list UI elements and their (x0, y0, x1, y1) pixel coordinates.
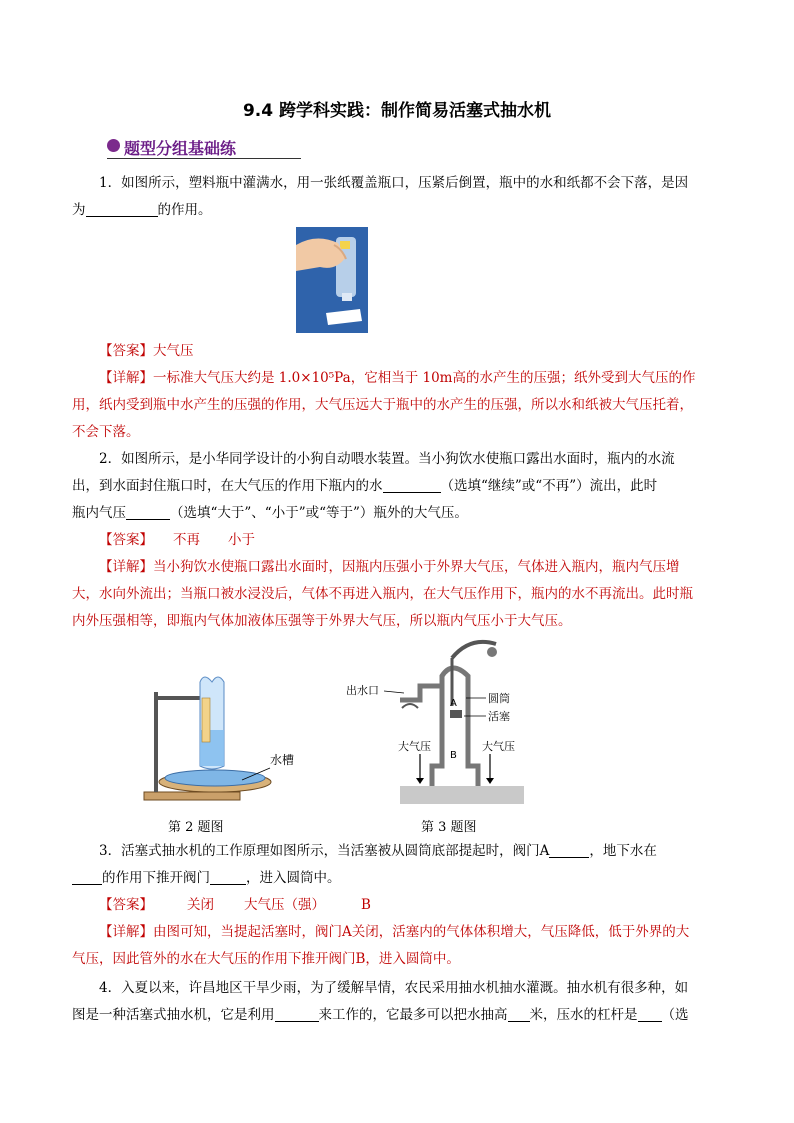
q1-line2: 为 的作用。 (72, 202, 212, 218)
question-3 (72, 838, 722, 973)
q2-detail-line1: 【详解】当小狗饮水使瓶口露出水面时，因瓶内压强小于外界大气压，气体进入瓶内，瓶内气压增 (99, 559, 680, 575)
q2-answer: 【答案】 不再 小于 (99, 532, 255, 548)
q2-line2: 出，到水面封住瓶口时，在大气压的作用下瓶内的水 （选填“继续”或“不再”）流出，此时 (72, 478, 658, 494)
figure-3 (340, 636, 540, 812)
q4-blank2[interactable] (508, 1006, 530, 1022)
q4-blank3[interactable] (638, 1006, 662, 1022)
question-2 (72, 446, 722, 635)
q1-answer-block (72, 338, 722, 446)
q3-blank3[interactable] (210, 869, 246, 885)
bullet-icon (107, 139, 120, 152)
q2-line1: 2．如图所示，是小华同学设计的小狗自动喂水装置。当小狗饮水使瓶口露出水面时，瓶内的水流 (99, 451, 675, 467)
figure-2 (140, 668, 320, 808)
fig3-atm-left: 大气压 (398, 740, 431, 753)
q2-detail-line2: 大，水向外流出；当瓶口被水浸没后，气体不再进入瓶内，在大气压作用下，瓶内的水不再流出。此时瓶 (72, 586, 693, 602)
q1-detail-line2: 用，纸内受到瓶中水产生的压强的作用，大气压远大于瓶中的水产生的压强，所以水和纸被大气压托着， (72, 397, 693, 413)
section-header (107, 136, 301, 159)
q2-blank2[interactable] (126, 504, 170, 520)
q1-detail-line3: 不会下落。 (72, 424, 140, 440)
section-label: 题型分组基础练 (124, 139, 237, 158)
fig3-valve-b: B (450, 750, 457, 761)
q3-blank2[interactable] (72, 869, 102, 885)
fig3-piston: 活塞 (488, 710, 510, 723)
q2-blank1[interactable] (383, 477, 441, 493)
q4-blank1[interactable] (275, 1006, 319, 1022)
question-1 (72, 170, 722, 224)
fig3-caption: 第 3 题图 (421, 820, 477, 835)
q1-answer: 【答案】大气压 (99, 343, 194, 359)
q2-detail-line3: 内外压强相等，即瓶内气体加液体压强等于外界大气压，所以瓶内气压小于大气压。 (72, 613, 572, 629)
q3-detail-line1: 【详解】由图可知，当提起活塞时，阀门A关闭，活塞内的气体体积增大，气压降低，低于外界的大 (99, 924, 690, 940)
q1-detail-line1: 【详解】一标准大气压大约是 1.0×10⁵Pa，它相当于 10m高的水产生的压强；纸外受到大气压的作 (99, 370, 696, 386)
fig3-valve-a: A (450, 698, 457, 709)
q3-line2: 的作用下推开阀门 ，进入圆筒中。 (72, 865, 722, 892)
fig3-atm-right: 大气压 (482, 740, 515, 753)
q4-line1: 4．入夏以来，许昌地区干旱少雨，为了缓解旱情，农民采用抽水机抽水灌溉。抽水机有很多种，如 (99, 980, 689, 996)
q3-detail-line2: 气压，因此管外的水在大气压的作用下推开阀门B，进入圆筒中。 (72, 951, 460, 967)
page-title: 9.4 跨学科实践：制作简易活塞式抽水机 (242, 101, 552, 121)
fig2-tank-label: 水槽 (270, 753, 295, 767)
q3-blank1[interactable] (549, 842, 589, 858)
q3-answer: 【答案】 关闭 大气压（强） B (99, 897, 371, 913)
q3-line1: 3．活塞式抽水机的工作原理如图所示，当活塞被从圆筒底部提起时，阀门A ，地下水在 (99, 843, 657, 859)
q2-line3: 瓶内气压 （选填“大于”、“小于”或“等于”）瓶外的大气压。 (72, 505, 468, 521)
question-4 (72, 975, 722, 1029)
q1-blank[interactable] (86, 201, 158, 217)
fig3-outlet: 出水口 (346, 684, 379, 697)
fig2-caption: 第 2 题图 (168, 820, 224, 835)
q1-line1: 1．如图所示，塑料瓶中灌满水，用一张纸覆盖瓶口，压紧后倒置，瓶中的水和纸都不会下落，是因 (99, 175, 689, 191)
fig3-cylinder: 圆筒 (488, 692, 510, 705)
bottle-photo (296, 227, 368, 333)
q4-line2: 图是一种活塞式抽水机，它是利用 来工作的，它最多可以把水抽高 米，压水的杠杆是 （选 (72, 1007, 689, 1023)
